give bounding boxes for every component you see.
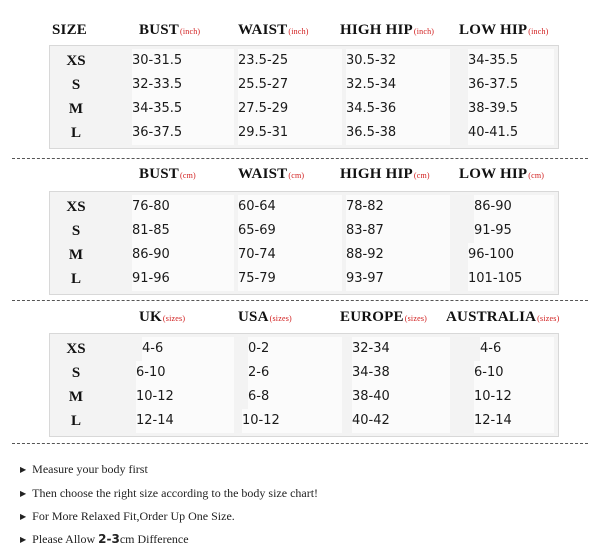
size-label: XS <box>66 199 86 215</box>
australia-cell: 12-14 <box>474 409 554 433</box>
table-row <box>50 243 558 267</box>
uk-cell: 4-6 <box>142 337 234 361</box>
australia-cell: 4-6 <box>480 337 554 361</box>
table-row <box>50 361 558 385</box>
cm-size-table <box>49 191 559 295</box>
note-item: ▶ For More Relaxed Fit,Order Up One Size. <box>20 509 235 523</box>
bust-cell: 36-37.5 <box>132 121 234 145</box>
low-hip-cell: 96-100 <box>468 243 554 267</box>
header-australia: AUSTRALIA(sizes) <box>446 309 560 325</box>
section-divider <box>12 300 588 301</box>
header-usa: USA(sizes) <box>238 309 292 325</box>
low-hip-cell: 101-105 <box>468 267 554 291</box>
size-label: XS <box>66 341 86 357</box>
high-hip-cell: 32.5-34 <box>346 73 450 97</box>
europe-cell: 32-34 <box>352 337 450 361</box>
high-hip-cell: 93-97 <box>346 267 450 291</box>
waist-cell: 27.5-29 <box>238 97 342 121</box>
waist-cell: 65-69 <box>238 219 342 243</box>
intl-size-table <box>49 333 559 437</box>
table-row <box>50 385 558 409</box>
table-row <box>50 195 558 219</box>
uk-cell: 12-14 <box>136 409 234 433</box>
note-item: ▶ Measure your body first <box>20 462 148 476</box>
bust-cell: 86-90 <box>132 243 234 267</box>
size-label: S <box>71 365 81 381</box>
europe-cell: 34-38 <box>352 361 450 385</box>
header-bust-cm: BUST(cm) <box>139 166 196 182</box>
australia-cell: 10-12 <box>474 385 554 409</box>
low-hip-cell: 91-95 <box>474 219 554 243</box>
europe-cell: 40-42 <box>352 409 450 433</box>
waist-cell: 23.5-25 <box>238 49 342 73</box>
size-label: L <box>70 271 81 287</box>
low-hip-cell: 34-35.5 <box>468 49 554 73</box>
usa-cell: 6-8 <box>248 385 342 409</box>
size-label: L <box>70 413 81 429</box>
triangle-bullet-icon: ▶ <box>20 465 27 474</box>
bust-cell: 30-31.5 <box>132 49 234 73</box>
size-label: M <box>68 389 84 405</box>
header-size: SIZE <box>52 22 87 38</box>
triangle-bullet-icon: ▶ <box>20 535 27 544</box>
header-high-hip-cm: HIGH HIP(cm) <box>340 166 430 182</box>
note-item: ▶ Please Allow 2-3cm Difference <box>20 532 189 546</box>
size-label: XS <box>66 53 86 69</box>
table-row <box>50 267 558 291</box>
header-waist-cm: WAIST(cm) <box>238 166 305 182</box>
high-hip-cell: 34.5-36 <box>346 97 450 121</box>
header-low-hip-inch: LOW HIP(inch) <box>459 22 549 38</box>
size-label: M <box>68 101 84 117</box>
note-item: ▶ Then choose the right size according to the body size chart! <box>20 486 319 500</box>
size-label: L <box>70 125 81 141</box>
section-divider <box>12 443 588 444</box>
bust-cell: 34-35.5 <box>132 97 234 121</box>
triangle-bullet-icon: ▶ <box>20 512 27 521</box>
table-row <box>50 73 558 97</box>
size-label: S <box>71 223 81 239</box>
bust-cell: 81-85 <box>132 219 234 243</box>
usa-cell: 2-6 <box>248 361 342 385</box>
waist-cell: 60-64 <box>238 195 342 219</box>
header-uk: UK(sizes) <box>139 309 186 325</box>
header-low-hip-cm: LOW HIP(cm) <box>459 166 545 182</box>
table-row <box>50 337 558 361</box>
australia-cell: 6-10 <box>474 361 554 385</box>
uk-cell: 6-10 <box>136 361 234 385</box>
high-hip-cell: 30.5-32 <box>346 49 450 73</box>
table-row <box>50 219 558 243</box>
section-divider <box>12 158 588 159</box>
waist-cell: 25.5-27 <box>238 73 342 97</box>
usa-cell: 10-12 <box>242 409 342 433</box>
high-hip-cell: 83-87 <box>346 219 450 243</box>
triangle-bullet-icon: ▶ <box>20 489 27 498</box>
waist-cell: 75-79 <box>238 267 342 291</box>
size-label: M <box>68 247 84 263</box>
bust-cell: 76-80 <box>132 195 234 219</box>
high-hip-cell: 88-92 <box>346 243 450 267</box>
usa-cell: 0-2 <box>248 337 342 361</box>
table-row <box>50 409 558 433</box>
header-europe: EUROPE(sizes) <box>340 309 427 325</box>
bust-cell: 32-33.5 <box>132 73 234 97</box>
inch-size-table <box>49 45 559 149</box>
header-bust-inch: BUST(inch) <box>139 22 201 38</box>
europe-cell: 38-40 <box>352 385 450 409</box>
waist-cell: 70-74 <box>238 243 342 267</box>
low-hip-cell: 40-41.5 <box>468 121 554 145</box>
high-hip-cell: 78-82 <box>346 195 450 219</box>
table-row <box>50 97 558 121</box>
uk-cell: 10-12 <box>136 385 234 409</box>
low-hip-cell: 38-39.5 <box>468 97 554 121</box>
high-hip-cell: 36.5-38 <box>346 121 450 145</box>
header-waist-inch: WAIST(inch) <box>238 22 309 38</box>
header-high-hip-inch: HIGH HIP(inch) <box>340 22 435 38</box>
low-hip-cell: 86-90 <box>474 195 554 219</box>
bust-cell: 91-96 <box>132 267 234 291</box>
low-hip-cell: 36-37.5 <box>468 73 554 97</box>
table-row <box>50 121 558 145</box>
waist-cell: 29.5-31 <box>238 121 342 145</box>
table-row <box>50 49 558 73</box>
size-label: S <box>71 77 81 93</box>
